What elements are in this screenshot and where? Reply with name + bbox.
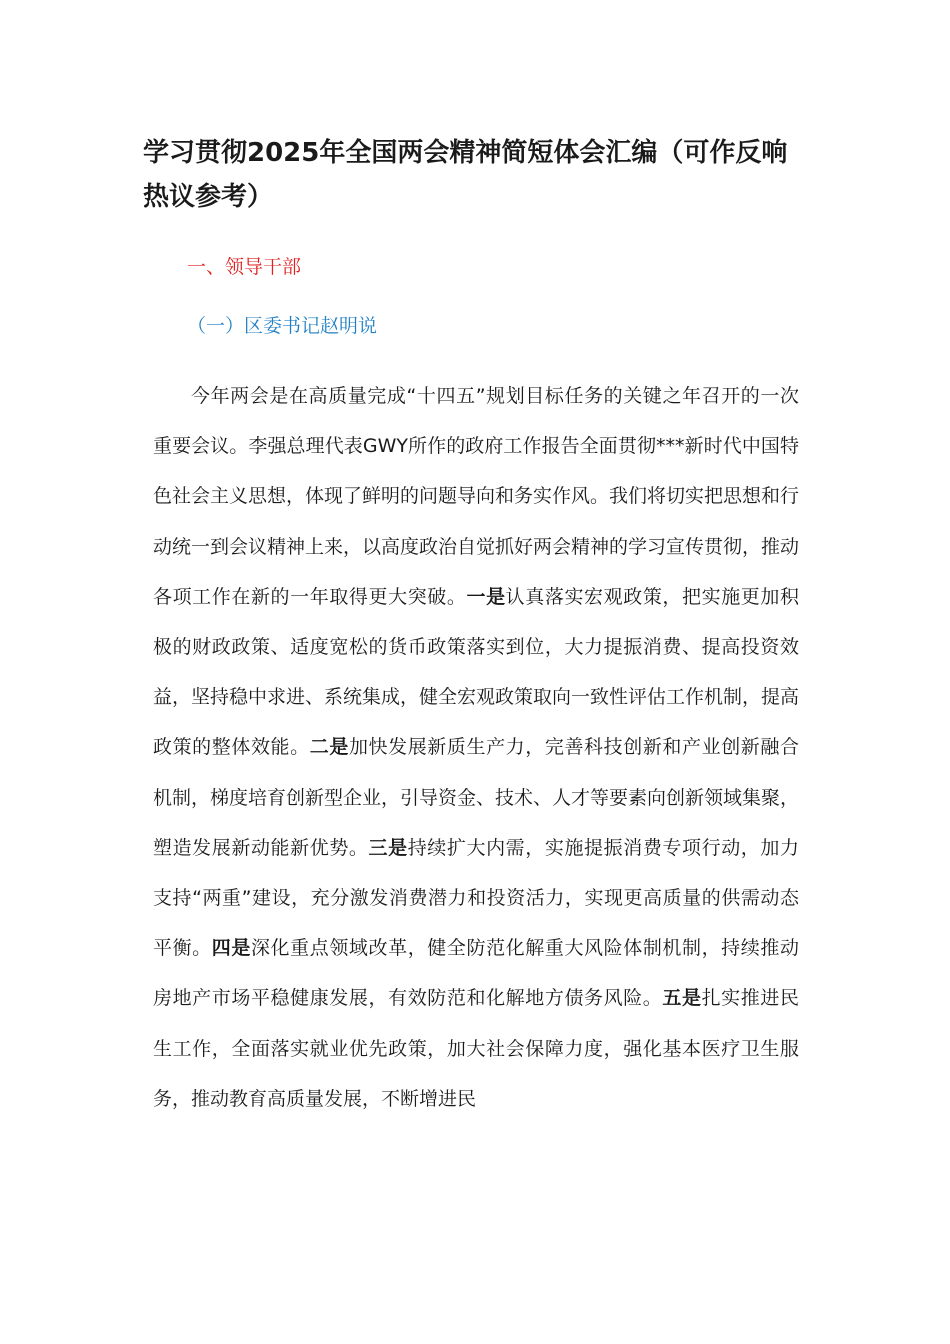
point-marker-1: 一是 [466,585,506,608]
paragraph-text: 深化重点领域改革，健全防范化解重大风险体制机制，持续推动房地产市场平稳健康发展，有效防范和化解地方债务风险。 [153,937,799,1010]
document-title: 学习贯彻2025年全国两会精神简短体会汇编（可作反响热议参考） [143,138,788,212]
paragraph-text: 扎实推进民生工作，全面落实就业优先政策，加大社会保障力度，强化基本医疗卫生服务，推动教育高质量发展，不断增进民 [153,987,799,1110]
point-marker-4: 四是 [211,937,251,960]
paragraph-text: 加快发展新质生产力，完善科技创新和产业创新融合机制，梯度培育创新型企业，引导资金、技术、人才等要素向创新领域集聚，塑造发展新动能新优势。 [153,736,800,859]
paragraph-text: 今年两会是在高质量完成“十四五”规划目标任务的关键之年召开的一次重要会议。李强总理代表GWY所作的政府工作报告全面贯彻***新时代中国特色社会主义思想，体现了鲜明的问题导向和务实作风。我们将切实把思想和行动统一到会议精神上来，以高度政治自觉抓好两会精神的学习宣传贯彻，推动各项工作在新的一年取得更大突破。 [153,385,800,608]
body-paragraph [153,371,799,1124]
point-marker-3: 三是 [368,836,408,859]
point-marker-5: 五是 [662,987,702,1010]
paragraph-text: 持续扩大内需，实施提振消费专项行动，加力支持“两重”建设，充分激发消费潜力和投资活力，实现更高质量的供需动态平衡。 [153,836,799,960]
subsection-heading: （一）区委书记赵明说 [187,315,378,337]
section-heading: 一、领导干部 [187,256,302,278]
point-marker-2: 二是 [309,736,349,759]
paragraph-text: 认真落实宏观政策，把实施更加积极的财政政策、适度宽松的货币政策落实到位，大力提振消费、提高投资效益，坚持稳中求进、系统集成，健全宏观政策取向一致性评估工作机制，提高政策的整体效能。 [153,585,800,759]
